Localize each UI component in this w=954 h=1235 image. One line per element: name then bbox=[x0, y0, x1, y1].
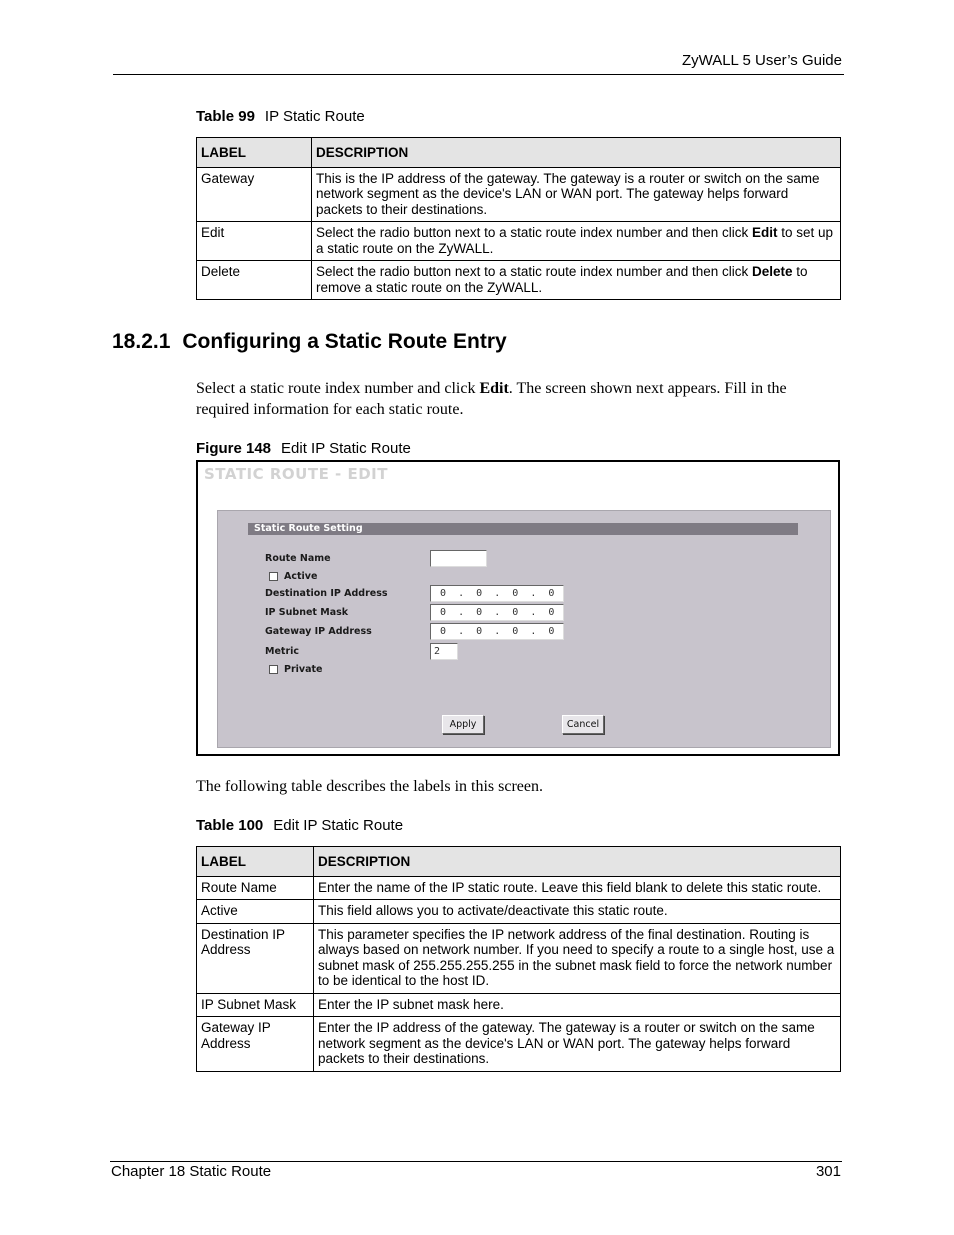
route-name-input[interactable] bbox=[430, 550, 487, 567]
section-number: 18.2.1 bbox=[112, 330, 171, 353]
table-100-caption-text: Edit IP Static Route bbox=[273, 817, 404, 834]
running-header: ZyWALL 5 User’s Guide bbox=[681, 52, 842, 69]
section-title: Configuring a Static Route Entry bbox=[182, 330, 507, 353]
footer-page-number: 301 bbox=[815, 1163, 841, 1180]
table-100-caption bbox=[196, 817, 403, 834]
footer-rule bbox=[110, 1161, 842, 1162]
table-header-row bbox=[197, 138, 841, 168]
active-label: Active bbox=[284, 571, 318, 582]
figure-caption-number: Figure 148 bbox=[196, 440, 272, 457]
row-description: This field allows you to activate/deactivate this static route. bbox=[314, 900, 841, 924]
table-row bbox=[197, 222, 841, 261]
footer-chapter: Chapter 18 Static Route bbox=[111, 1163, 272, 1180]
metric-input[interactable]: 2 bbox=[430, 643, 458, 660]
column-header-label: LABEL bbox=[197, 847, 314, 877]
destination-ip-input[interactable]: 0 . 0 . 0 . 0 bbox=[430, 585, 564, 602]
table-99-caption bbox=[196, 108, 365, 125]
settings-panel bbox=[217, 510, 831, 748]
private-label: Private bbox=[284, 664, 323, 675]
row-description: This is the IP address of the gateway. The gateway is a router or switch on the same network segment as the device's LAN or WAN port. The gateway helps forward packets to their destinations. bbox=[312, 167, 841, 222]
table-row bbox=[197, 261, 841, 300]
private-checkbox[interactable] bbox=[269, 665, 278, 674]
table-row bbox=[197, 1017, 841, 1072]
route-name-label: Route Name bbox=[265, 553, 331, 564]
following-text: The following table describes the labels in this screen. bbox=[196, 778, 544, 795]
row-label: Route Name bbox=[197, 876, 314, 900]
table-row bbox=[197, 993, 841, 1017]
table-row bbox=[197, 900, 841, 924]
table-row bbox=[197, 167, 841, 222]
table-99-caption-number: Table 99 bbox=[196, 108, 255, 125]
subnet-mask-input[interactable]: 0 . 0 . 0 . 0 bbox=[430, 604, 564, 621]
figure-screenshot bbox=[196, 460, 840, 756]
column-header-description: DESCRIPTION bbox=[314, 847, 841, 877]
column-header-description: DESCRIPTION bbox=[312, 138, 841, 168]
gateway-ip-input[interactable]: 0 . 0 . 0 . 0 bbox=[430, 623, 564, 640]
row-description: Enter the name of the IP static route. Leave this field blank to delete this static route. bbox=[314, 876, 841, 900]
row-description bbox=[312, 222, 841, 261]
destination-ip-label: Destination IP Address bbox=[265, 588, 388, 599]
apply-button[interactable]: Apply bbox=[442, 715, 484, 734]
row-label: IP Subnet Mask bbox=[197, 993, 314, 1017]
table-100 bbox=[196, 846, 841, 1072]
row-description: Enter the IP subnet mask here. bbox=[314, 993, 841, 1017]
table-header-row bbox=[197, 847, 841, 877]
column-header-label: LABEL bbox=[197, 138, 312, 168]
active-checkbox[interactable] bbox=[269, 572, 278, 581]
row-description: This parameter specifies the IP network address of the final destination. Routing is always based on network number. If you need to specify a route to a single host, use a subnet mask of 255.255.255.255 in the subnet mask field to force the network number to be identical to the host ID. bbox=[314, 923, 841, 993]
screen-title: STATIC ROUTE - EDIT bbox=[204, 465, 388, 483]
desc-bold: Edit bbox=[752, 225, 778, 240]
metric-label: Metric bbox=[265, 646, 300, 657]
table-row bbox=[197, 923, 841, 993]
intro-paragraph bbox=[196, 378, 841, 420]
row-label: Gateway bbox=[197, 167, 312, 222]
cancel-button[interactable]: Cancel bbox=[562, 715, 604, 734]
desc-text: Select the radio button next to a static route index number and then click bbox=[316, 225, 753, 240]
header-rule bbox=[113, 74, 844, 75]
intro-text: . The screen shown next appears. Fill in the required information for each static route. bbox=[196, 380, 787, 418]
section-heading bbox=[112, 330, 507, 354]
figure-148-caption bbox=[196, 440, 411, 457]
table-100-caption-number: Table 100 bbox=[196, 817, 264, 834]
subnet-mask-label: IP Subnet Mask bbox=[265, 607, 349, 618]
row-label: Gateway IP Address bbox=[197, 1017, 314, 1072]
table-99 bbox=[196, 137, 841, 300]
table-99-caption-text: IP Static Route bbox=[264, 108, 365, 125]
figure-caption-text: Edit IP Static Route bbox=[281, 440, 411, 457]
row-description: Enter the IP address of the gateway. The gateway is a router or switch on the same network segment as the device's LAN or WAN port. The gateway helps forward packets to their destinations. bbox=[314, 1017, 841, 1072]
intro-text: Select a static route index number and click bbox=[196, 380, 480, 397]
row-label: Edit bbox=[197, 222, 312, 261]
desc-text: Select the radio button next to a static route index number and then click bbox=[316, 264, 753, 279]
row-description bbox=[312, 261, 841, 300]
desc-text: to remove a static route on the ZyWALL. bbox=[316, 264, 808, 295]
panel-title-bar: Static Route Setting bbox=[248, 523, 798, 535]
desc-text: to set up a static route on the ZyWALL. bbox=[316, 225, 834, 256]
row-label: Delete bbox=[197, 261, 312, 300]
intro-bold: Edit bbox=[479, 380, 509, 397]
gateway-ip-label: Gateway IP Address bbox=[265, 626, 372, 637]
row-label: Destination IP Address bbox=[197, 923, 314, 993]
table-row bbox=[197, 876, 841, 900]
desc-bold: Delete bbox=[752, 264, 793, 279]
row-label: Active bbox=[197, 900, 314, 924]
